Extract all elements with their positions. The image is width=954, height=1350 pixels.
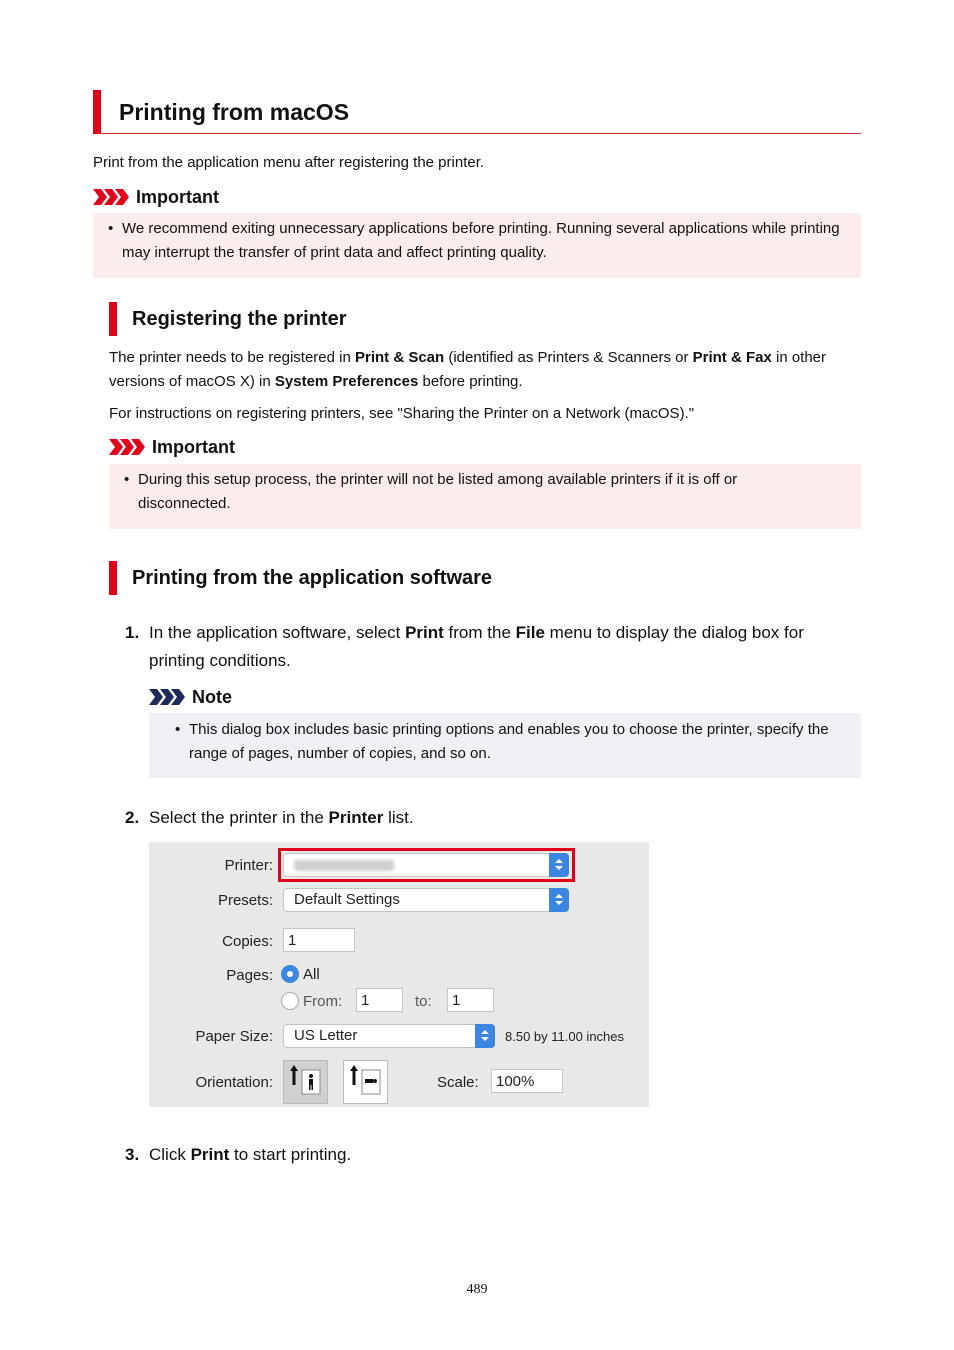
section-title: Printing from the application software [132,567,493,589]
pages-all-label: All [303,966,320,983]
landscape-icon [344,1061,387,1103]
scale-field[interactable]: 100% [491,1069,563,1093]
page-number: 489 [466,1282,488,1297]
note-arrows-icon [149,689,187,705]
important-box [109,464,861,529]
step-2 [125,804,861,832]
bullet-icon: • [108,220,114,237]
landscape-orientation-button[interactable] [343,1060,388,1104]
note-text: This dialog box includes basic printing options and enables you to choose the printer, specify the range of pages, number of copies, and so on. [189,721,829,762]
step-text: In the application software, select Print from the File menu to display the dialog box for printing conditions. [149,623,804,670]
print-dialog-screenshot [149,842,649,1107]
important-label: Important [136,187,219,207]
step-number: 3. [125,1145,140,1164]
registering-paragraph: The printer needs to be registered in Print & Scan (identified as Printers & Scanners or Print & Fax in other versions of macOS X) in System Preferences before printing. [109,349,827,390]
step-text: Select the printer in the Printer list. [149,808,414,827]
paper-size-select[interactable] [283,1024,495,1048]
page-title-block [93,90,861,134]
page-title: Printing from macOS [119,99,350,125]
note-label: Note [192,687,232,707]
important-text: During this setup process, the printer will not be listed among available printers if it is off or disconnected. [138,471,738,512]
step-number: 1. [125,623,140,642]
important-arrows-icon [109,439,147,455]
paper-dimensions: 8.50 by 11.00 inches [505,1029,625,1044]
important-box [93,213,861,278]
printer-label: Printer: [224,857,273,874]
copies-field[interactable]: 1 [283,928,355,952]
paper-size-value: US Letter [294,1027,358,1044]
step-1 [125,619,861,679]
title-accent-bar [93,90,101,134]
orientation-label: Orientation: [195,1074,273,1091]
portrait-icon [284,1061,327,1103]
important-heading [109,436,309,460]
step-3 [125,1141,861,1169]
bullet-icon: • [175,721,181,738]
chevron-updown-icon [475,1024,495,1048]
pages-all-radio[interactable] [281,965,299,983]
presets-label: Presets: [217,892,273,909]
sharing-reference-text: For instructions on registering printers, see "Sharing the Printer on a Network (macOS)." [109,405,695,422]
important-heading [93,186,293,210]
section-accent-bar [109,561,117,595]
step-number: 2. [125,808,140,827]
pages-to-label: to: [415,993,432,1010]
presets-select[interactable] [283,888,569,912]
scale-label: Scale: [437,1074,479,1091]
chevron-updown-icon [549,853,569,877]
note-heading [149,686,349,710]
intro-text: Print from the application menu after registering the printer. [93,154,485,171]
paper-size-label: Paper Size: [195,1028,273,1045]
pages-label: Pages: [226,967,273,984]
note-box [149,713,861,778]
section-title: Registering the printer [132,308,347,330]
section-accent-bar [109,302,117,336]
important-arrows-icon [93,189,131,205]
pages-from-field[interactable]: 1 [356,988,403,1012]
portrait-orientation-button[interactable] [283,1060,328,1104]
presets-value: Default Settings [294,891,400,908]
bullet-icon: • [124,471,130,488]
step-text: Click Print to start printing. [149,1145,352,1164]
pages-from-radio[interactable] [281,992,299,1010]
blurred-printer-name [294,860,394,871]
printer-select[interactable] [283,853,569,877]
pages-to-field[interactable]: 1 [447,988,494,1012]
important-text: We recommend exiting unnecessary applications before printing. Running several applications while printing may interrupt the transfer of print data and affect printing quality. [122,220,840,261]
pages-from-label: From: [303,993,343,1010]
important-label: Important [152,437,235,457]
copies-label: Copies: [222,933,273,950]
chevron-updown-icon [549,888,569,912]
